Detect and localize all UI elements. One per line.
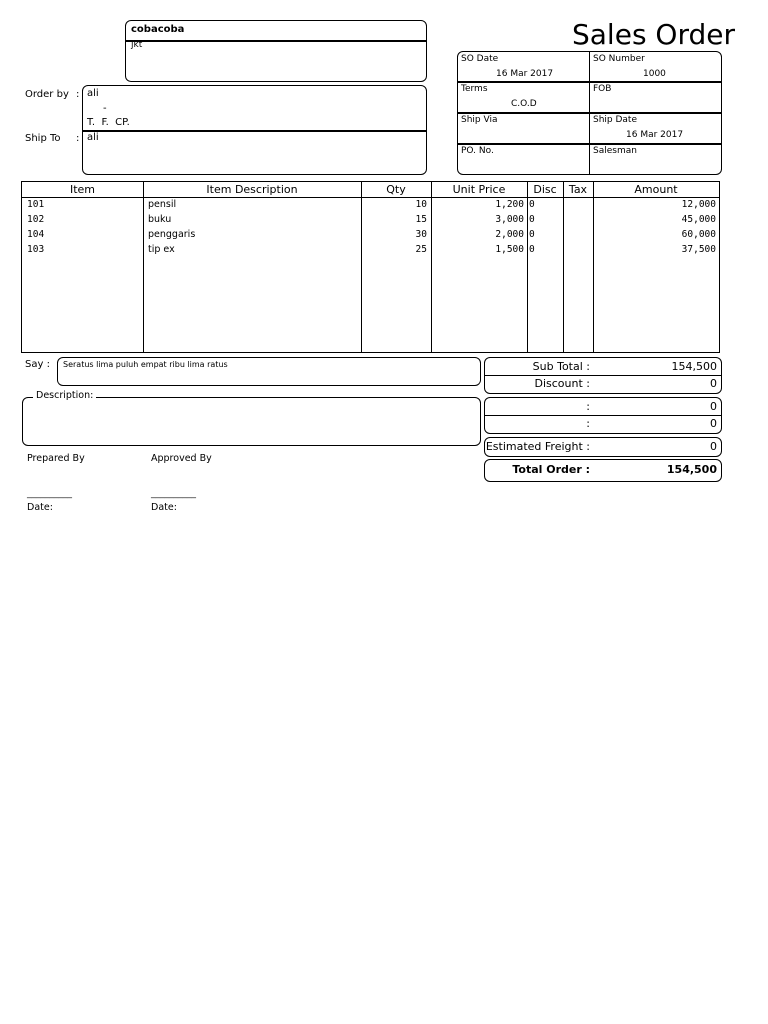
ship-date-label: Ship Date <box>593 115 638 125</box>
prepared-signature-line: __________ <box>27 489 72 499</box>
total-label: Total Order : <box>512 463 590 476</box>
row-desc: buku <box>148 214 172 225</box>
order-by-name: ali <box>87 88 99 99</box>
header-item: Item <box>69 183 96 196</box>
say-label: Say : <box>25 359 50 370</box>
prepared-date-label: Date: <box>27 502 53 513</box>
row-price: 1,500 <box>495 244 524 255</box>
row-price: 3,000 <box>495 214 524 225</box>
extra2-label: : <box>586 417 590 430</box>
sub-total-value: 154,500 <box>671 360 717 373</box>
approved-by-label: Approved By <box>151 453 212 464</box>
subtotal-divider <box>485 375 721 376</box>
discount-value: 0 <box>710 377 717 390</box>
salesman-label: Salesman <box>593 146 637 156</box>
extras-divider <box>485 415 721 416</box>
row-desc: penggaris <box>148 229 196 240</box>
row-price: 2,000 <box>495 229 524 240</box>
row-qty: 10 <box>415 199 427 210</box>
table-header-divider <box>22 197 719 198</box>
company-address: jkt <box>131 40 143 50</box>
header-disc: Disc <box>533 183 557 196</box>
terms-value: C.O.D <box>511 99 537 109</box>
row-item: 104 <box>27 229 45 240</box>
col-divider <box>143 182 144 352</box>
ship-date-value: 16 Mar 2017 <box>626 130 684 140</box>
row-desc: pensil <box>148 199 177 210</box>
approved-date-label: Date: <box>151 502 177 513</box>
order-by-line3: T. F. CP. <box>87 117 130 128</box>
order-by-label: Order by <box>25 89 69 100</box>
total-value: 154,500 <box>666 463 717 476</box>
info-hdivider-1 <box>457 81 722 83</box>
header-qty: Qty <box>386 183 406 196</box>
row-disc: 0 <box>529 199 535 210</box>
ship-to-colon: : <box>76 133 80 144</box>
freight-value: 0 <box>710 440 717 453</box>
row-disc: 0 <box>529 214 535 225</box>
row-qty: 25 <box>415 244 427 255</box>
row-item: 101 <box>27 199 45 210</box>
so-date-label: SO Date <box>461 54 499 64</box>
order-by-line2: - <box>103 103 107 114</box>
info-hdivider-2 <box>457 112 722 114</box>
document-title: Sales Order <box>572 18 735 51</box>
header-unit-price: Unit Price <box>452 183 506 196</box>
row-amount: 12,000 <box>681 199 716 210</box>
order-by-colon: : <box>76 89 80 100</box>
fob-label: FOB <box>593 84 612 94</box>
address-divider <box>83 130 426 132</box>
prepared-by-label: Prepared By <box>27 453 85 464</box>
col-divider <box>563 182 564 352</box>
row-qty: 30 <box>415 229 427 240</box>
info-hdivider-3 <box>457 143 722 145</box>
discount-label: Discount : <box>534 377 590 390</box>
items-table <box>21 181 720 353</box>
approved-signature-line: __________ <box>151 489 196 499</box>
row-price: 1,200 <box>495 199 524 210</box>
so-number-label: SO Number <box>593 54 645 64</box>
company-name: cobacoba <box>131 24 185 35</box>
row-disc: 0 <box>529 229 535 240</box>
ship-via-label: Ship Via <box>461 115 498 125</box>
description-box <box>22 397 481 446</box>
extra2-value: 0 <box>710 417 717 430</box>
row-qty: 15 <box>415 214 427 225</box>
row-amount: 37,500 <box>681 244 716 255</box>
say-text: Seratus lima puluh empat ribu lima ratus <box>63 360 228 369</box>
terms-label: Terms <box>461 84 488 94</box>
po-label: PO. No. <box>461 146 494 156</box>
header-description: Item Description <box>206 183 298 196</box>
row-amount: 60,000 <box>681 229 716 240</box>
ship-to-label: Ship To <box>25 133 61 144</box>
row-disc: 0 <box>529 244 535 255</box>
ship-to-name: ali <box>87 132 99 143</box>
description-label: Description: <box>33 390 96 401</box>
row-item: 102 <box>27 214 45 225</box>
extra1-value: 0 <box>710 400 717 413</box>
company-divider <box>126 40 426 42</box>
so-number-value: 1000 <box>643 69 666 79</box>
sub-total-label: Sub Total : <box>532 360 590 373</box>
row-amount: 45,000 <box>681 214 716 225</box>
col-divider <box>527 182 528 352</box>
header-tax: Tax <box>568 183 588 196</box>
row-item: 103 <box>27 244 45 255</box>
so-date-value: 16 Mar 2017 <box>496 69 554 79</box>
freight-label: Estimated Freight : <box>485 440 590 453</box>
header-amount: Amount <box>634 183 678 196</box>
extra1-label: : <box>586 400 590 413</box>
row-desc: tip ex <box>148 244 175 255</box>
